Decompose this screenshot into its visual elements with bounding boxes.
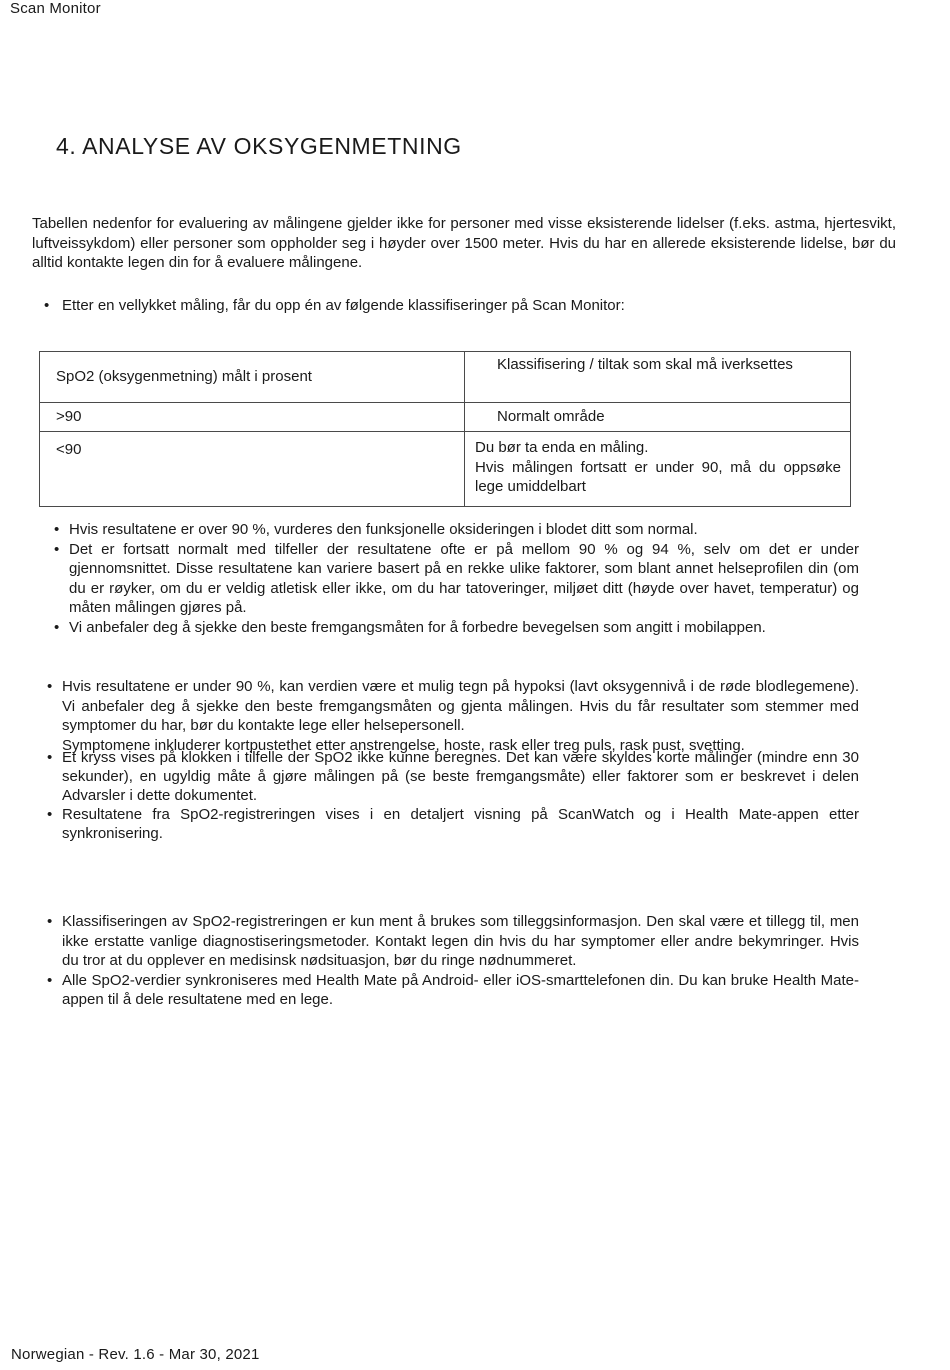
hypoxia-text: • Hvis resultatene er under 90 %, kan verdien være et mulig tegn på hypoksi (lavt oksygennivå i de røde blodlegemene). Vi anbefaler deg å sjekke den beste fremgangsmåten og gjenta målingen. Hvis du får resultater som stemmer med symptomer du har, bør du kontakte lege eller helsepersonell.	[62, 678, 859, 734]
bullet-list-normal	[54, 520, 859, 637]
table-header-row	[40, 352, 851, 403]
bullet-item: • Klassifiseringen av SpO2-registreringen er kun ment å brukes som tilleggsinformasjon. Den skal være et tillegg til, men ikke erstatte vanlige diagnostiseringsmetoder. Kontakt legen din hvis du har symptomer eller andre bekymringer. Hvis du tror at du opplever en medisinsk nødsituasjon, bør du ringe nødnummeret.	[47, 912, 859, 971]
table-cell-classification: Normalt område	[465, 403, 851, 432]
bullet-item-cross: • Et kryss vises på klokken i tilfelle der SpO2 ikke kunne beregnes. Det kan være skyldes korte målinger (mindre enn 30 sekunder), en ugyldig måte å gjøre målingen på (se beste fremgangsmåte) eller faktorer som er beskrevet i delen Advarsler i dette dokumentet.	[47, 748, 859, 805]
bullet-item-hypoxia	[47, 677, 859, 755]
lead-bullet-list	[44, 296, 864, 316]
lead-bullet: • Etter en vellykket måling, får du opp én av følgende klassifiseringer på Scan Monitor:	[44, 296, 864, 316]
table-row	[40, 403, 851, 432]
classification-table	[39, 351, 851, 507]
symptoms-text: Symptomene inkluderer kortpustethet etter anstrengelse, hoste, rask eller treg puls, rask pust, svetting.	[62, 736, 745, 754]
bullet-list-low	[47, 677, 859, 843]
bullet-item: • Alle SpO2-verdier synkroniseres med Health Mate på Android- eller iOS-smarttelefonen din. Du kan bruke Health Mate-appen til å dele resultatene med en lege.	[47, 971, 859, 1010]
footer-revision: Norwegian - Rev. 1.6 - Mar 30, 2021	[11, 1346, 260, 1363]
bullet-item: • Det er fortsatt normalt med tilfeller der resultatene ofte er på mellom 90 % og 94 %, selv om det er under gjennomsnittet. Disse resultatene kan variere basert på en rekke ulike faktorer, som blant annet helseprofilen din (om du er røyker, om du er veldig atletisk eller ikke, om du har tatoveringer, miljøet ditt (høyde over havet, temperatur) og måten målingen gjøres på.	[54, 540, 859, 618]
bullet-item: • Vi anbefaler deg å sjekke den beste fremgangsmåten for å forbedre bevegelsen som angitt i mobilappen.	[54, 618, 859, 638]
table-cell-value: >90	[40, 403, 465, 432]
section-title: 4. ANALYSE AV OKSYGENMETNING	[56, 133, 462, 159]
intro-paragraph: Tabellen nedenfor for evaluering av målingene gjelder ikke for personer med visse eksisterende lidelser (f.eks. astma, hjertesvikt, luftveissykdom) eller personer som oppholder seg i høyder over 1500 meter. Hvis du har en allerede eksisterende lidelse, bør du alltid kontakte legen din for å evaluere målingene.	[32, 215, 896, 271]
bullet-list-info	[47, 912, 859, 1010]
bullet-item-sync-view: • Resultatene fra SpO2-registreringen vises i en detaljert visning på ScanWatch og i Health Mate-appen etter synkronisering.	[47, 805, 859, 843]
table-cell-classification: Du bør ta enda en måling. Hvis målingen fortsatt er under 90, må du oppsøke lege umiddelbart	[465, 432, 851, 507]
table-header-spo2: SpO2 (oksygenmetning) målt i prosent	[40, 352, 465, 403]
running-header: Scan Monitor	[10, 0, 101, 17]
table-row	[40, 432, 851, 507]
bullet-item: • Hvis resultatene er over 90 %, vurderes den funksjonelle oksideringen i blodet ditt som normal.	[54, 520, 859, 540]
table-cell-value: <90	[40, 432, 465, 507]
table-header-classification: Klassifisering / tiltak som skal må iverksettes	[465, 352, 851, 403]
